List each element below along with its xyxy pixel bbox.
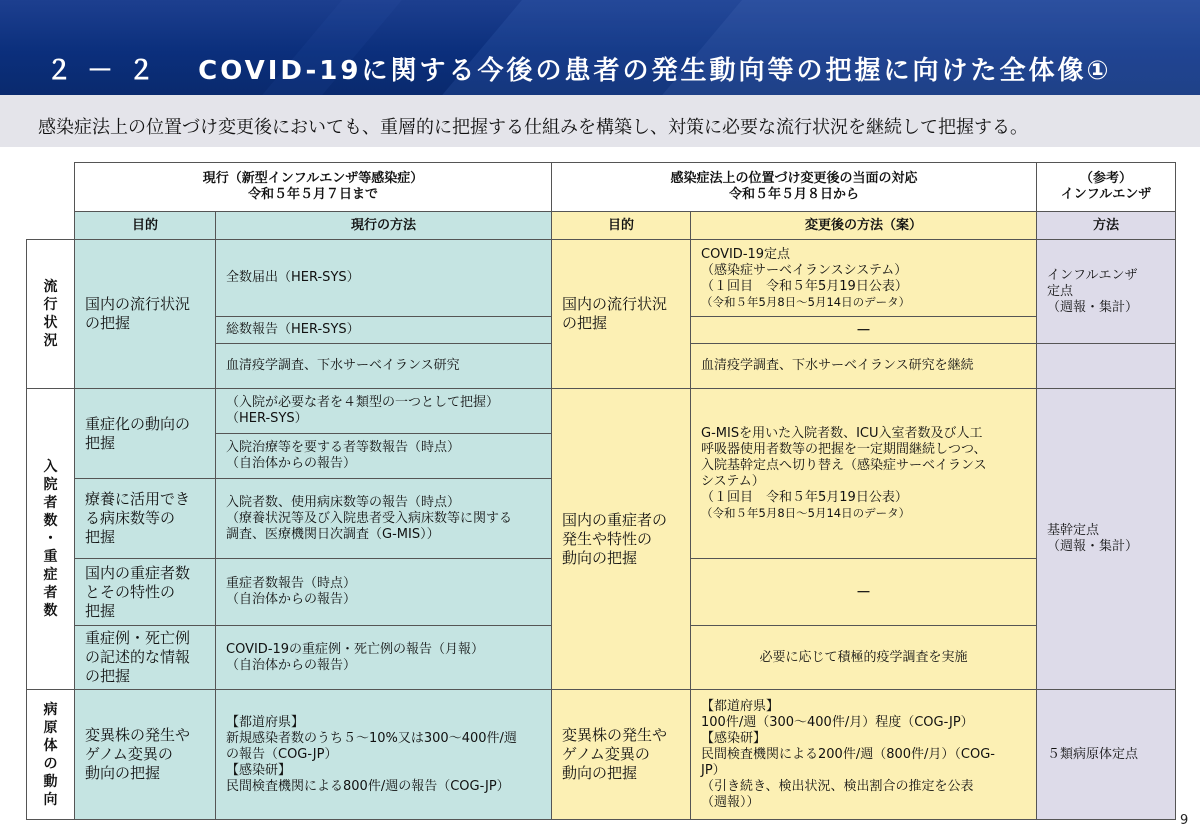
cell-line: （１回目 令和５年5月19日公表） xyxy=(701,490,908,505)
cell-line: 【都道府県】 xyxy=(226,714,305,730)
cell-text: ５類病原体定点 xyxy=(1047,746,1139,762)
cell-line: 動向の把握 xyxy=(85,764,161,782)
category-char: ・ xyxy=(43,531,58,547)
category-char: 行 xyxy=(43,297,58,313)
category-char: の xyxy=(43,755,58,772)
method-new-7 xyxy=(690,689,1037,820)
category-char: 病 xyxy=(43,701,58,718)
category-char: 動 xyxy=(43,773,58,790)
cell-line: 【都道府県】 xyxy=(701,698,780,714)
method-current-2 xyxy=(215,316,552,344)
header-current xyxy=(74,162,552,212)
cell-line: 国内の重症者の xyxy=(562,510,668,529)
cell-line: （週報・集計） xyxy=(1047,539,1139,554)
cell-line: 調査、医療機関日次調査（G-MIS）） xyxy=(226,526,440,542)
cell-line: （療養状況等及び入院患者受入病床数等に関する xyxy=(226,510,513,526)
cell-line: （入院が必要な者を４類型の一つとして把握） xyxy=(226,395,500,410)
purpose-current-1 xyxy=(74,239,216,389)
cell-line: COVID-19定点 xyxy=(701,246,791,262)
method-current-3 xyxy=(215,343,552,389)
cell-line: （HER-SYS） xyxy=(226,411,308,426)
cell-line: 国内の流行状況 xyxy=(85,295,191,313)
category-char: 者 xyxy=(43,495,58,511)
purpose-new-1 xyxy=(551,239,691,389)
cell-line: （週報・集計） xyxy=(1047,299,1139,315)
cell-line: 重症例・死亡例 xyxy=(85,629,191,647)
category-char: 向 xyxy=(43,791,58,808)
method-reference-2 xyxy=(1036,388,1176,690)
method-new-4 xyxy=(690,388,1037,559)
cell-line: の把握 xyxy=(562,314,608,332)
method-current-9 xyxy=(215,689,552,820)
page-subtitle: 感染症法上の位置づけ変更後においても、重層的に把握する仕組みを構築し、対策に必要な流行状況を継続して把握する。 xyxy=(38,117,1028,138)
category-char: 院 xyxy=(43,477,58,493)
subheader-method-reference: 方法 xyxy=(1036,211,1176,240)
cell-text: 必要に応じて積極的疫学調査を実施 xyxy=(759,649,968,665)
cell-line: COVID-19の重症例・死亡例の報告（月報） xyxy=(226,641,485,657)
category-byogentai xyxy=(26,689,75,820)
cell-line: 入院者数、使用病床数等の報告（時点） xyxy=(226,494,461,510)
cell-line: 新規感染者数のうち５～10%又は300～400件/週 xyxy=(226,730,517,746)
header-reference-line2: インフルエンザ xyxy=(1060,187,1152,202)
cell-line: 把握 xyxy=(85,601,116,620)
cell-line: （自治体からの報告） xyxy=(226,657,357,673)
cell-line: 基幹定点 xyxy=(1047,523,1100,538)
method-current-4 xyxy=(215,388,552,434)
category-char: 状 xyxy=(43,315,58,331)
cell-line: 動向の把握 xyxy=(562,764,638,782)
method-reference-1 xyxy=(1036,239,1176,344)
cell-line: （週報）） xyxy=(701,794,760,810)
cell-line: とその特性の xyxy=(85,582,176,601)
category-char: 入 xyxy=(43,459,58,475)
category-char: 流 xyxy=(43,279,58,295)
header-reference xyxy=(1036,162,1176,212)
cell-line: の把握 xyxy=(85,314,131,332)
subheader-purpose-current: 目的 xyxy=(74,211,216,240)
method-new-1 xyxy=(690,239,1037,317)
category-char: 原 xyxy=(43,719,58,736)
cell-line: 入院治療等を要する者等数報告（時点） xyxy=(226,440,461,455)
cell-line: ゲノム変異の xyxy=(85,745,173,763)
method-reference-3 xyxy=(1036,689,1176,820)
cell-line: （１回目 令和５年5月19日公表） xyxy=(701,278,908,294)
subheader-purpose-new: 目的 xyxy=(551,211,691,240)
method-reference-empty xyxy=(1036,343,1176,389)
subheader-method-current: 現行の方法 xyxy=(215,211,552,240)
cell-line: 国内の流行状況 xyxy=(562,295,668,313)
cell-line: 【感染研】 xyxy=(226,762,292,778)
header-new-line1: 感染症法上の位置づけ変更後の当面の対応 xyxy=(670,171,918,186)
category-ryuko xyxy=(26,239,75,389)
category-char: 数 xyxy=(43,513,58,529)
method-new-5 xyxy=(690,558,1037,626)
header-current-line1: 現行（新型インフルエンザ等感染症） xyxy=(202,171,424,186)
cell-line: 動向の把握 xyxy=(562,548,638,567)
purpose-current-6 xyxy=(74,689,216,820)
category-nyuin xyxy=(26,388,75,690)
category-char: 体 xyxy=(43,737,58,754)
cell-line: る病床数等の xyxy=(85,509,176,527)
cell-line: の把握 xyxy=(85,667,131,685)
cell-line: （自治体からの報告） xyxy=(226,592,357,607)
purpose-current-2 xyxy=(74,388,216,479)
title-banner xyxy=(0,0,1200,95)
purpose-current-3 xyxy=(74,478,216,559)
cell-line: （感染症サーベイランスシステム） xyxy=(701,262,908,278)
cell-line: G-MISを用いた入院者数、ICU入室者数及び人工 xyxy=(701,426,983,441)
cell-line: 変異株の発生や xyxy=(85,726,191,744)
method-new-2 xyxy=(690,316,1037,344)
cell-text: 血清疫学調査、下水サーベイランス研究を継続 xyxy=(701,358,974,373)
cell-line: JP） xyxy=(701,762,726,778)
method-current-1 xyxy=(215,239,552,317)
method-new-6 xyxy=(690,625,1037,690)
cell-line: 入院基幹定点へ切り替え（感染症サーベイランス xyxy=(701,458,987,473)
cell-line: 療養に活用でき xyxy=(85,490,191,508)
header-new-line2: 令和５年５月８日から xyxy=(728,187,859,202)
purpose-current-4 xyxy=(74,558,216,626)
cell-text: 総数報告（HER-SYS） xyxy=(226,322,360,337)
cell-line: 把握 xyxy=(85,528,116,546)
cell-line: （令和５年5月8日～5月14日のデータ） xyxy=(701,506,911,520)
cell-line: 100件/週（300～400件/月）程度（COG-JP） xyxy=(701,714,974,730)
cell-line: ゲノム変異の xyxy=(562,745,650,763)
category-char: 症 xyxy=(43,567,58,583)
header-current-line2: 令和５年５月７日まで xyxy=(247,187,378,202)
cell-line: の報告（COG-JP） xyxy=(226,746,338,762)
cell-text: 全数届出（HER-SYS） xyxy=(226,270,360,285)
cell-line: 【感染研】 xyxy=(701,730,767,746)
purpose-new-2 xyxy=(551,388,691,690)
cell-line: 定点 xyxy=(1047,283,1074,299)
category-char: 況 xyxy=(43,333,58,349)
header-reference-line1: （参考） xyxy=(1079,171,1132,186)
purpose-new-3 xyxy=(551,689,691,820)
cell-line: （引き続き、検出状況、検出割合の推定を公表 xyxy=(701,778,974,794)
dash-mark: － xyxy=(855,583,871,601)
cell-line: 民間検査機関による800件/週の報告（COG-JP） xyxy=(226,778,510,794)
cell-line: 重症者数報告（時点） xyxy=(226,576,357,591)
purpose-current-5 xyxy=(74,625,216,690)
cell-line: インフルエンザ xyxy=(1047,267,1138,283)
cell-line: 民間検査機関による200件/週（800件/月）（COG- xyxy=(701,746,995,762)
cell-line: 重症化の動向の xyxy=(85,414,191,433)
method-current-8 xyxy=(215,625,552,690)
method-current-6 xyxy=(215,478,552,559)
cell-line: 把握 xyxy=(85,433,116,452)
cell-line: システム） xyxy=(701,474,765,489)
method-new-3 xyxy=(690,343,1037,389)
cell-line: の記述的な情報 xyxy=(85,648,191,666)
page-title: ２ － ２ COVID-19に関する今後の患者の発生動向等の把握に向けた全体像① xyxy=(46,56,1112,86)
category-char: 重 xyxy=(43,549,58,565)
category-char: 者 xyxy=(43,585,58,601)
subheader-method-new: 変更後の方法（案） xyxy=(690,211,1037,240)
method-current-7 xyxy=(215,558,552,626)
cell-text: 血清疫学調査、下水サーベイランス研究 xyxy=(226,358,460,373)
cell-line: （自治体からの報告） xyxy=(226,456,357,471)
header-new xyxy=(551,162,1037,212)
method-current-5 xyxy=(215,433,552,479)
cell-line: 変異株の発生や xyxy=(562,726,668,744)
category-char: 数 xyxy=(43,603,58,619)
cell-line: 国内の重症者数 xyxy=(85,563,191,582)
cell-line: （令和５年5月8日～5月14日のデータ） xyxy=(701,294,911,309)
page-number: 9 xyxy=(1180,813,1189,828)
dash-mark: － xyxy=(855,321,871,339)
cell-line: 呼吸器使用者数等の把握を一定期間継続しつつ、 xyxy=(701,442,987,457)
cell-line: 発生や特性の xyxy=(562,529,653,548)
